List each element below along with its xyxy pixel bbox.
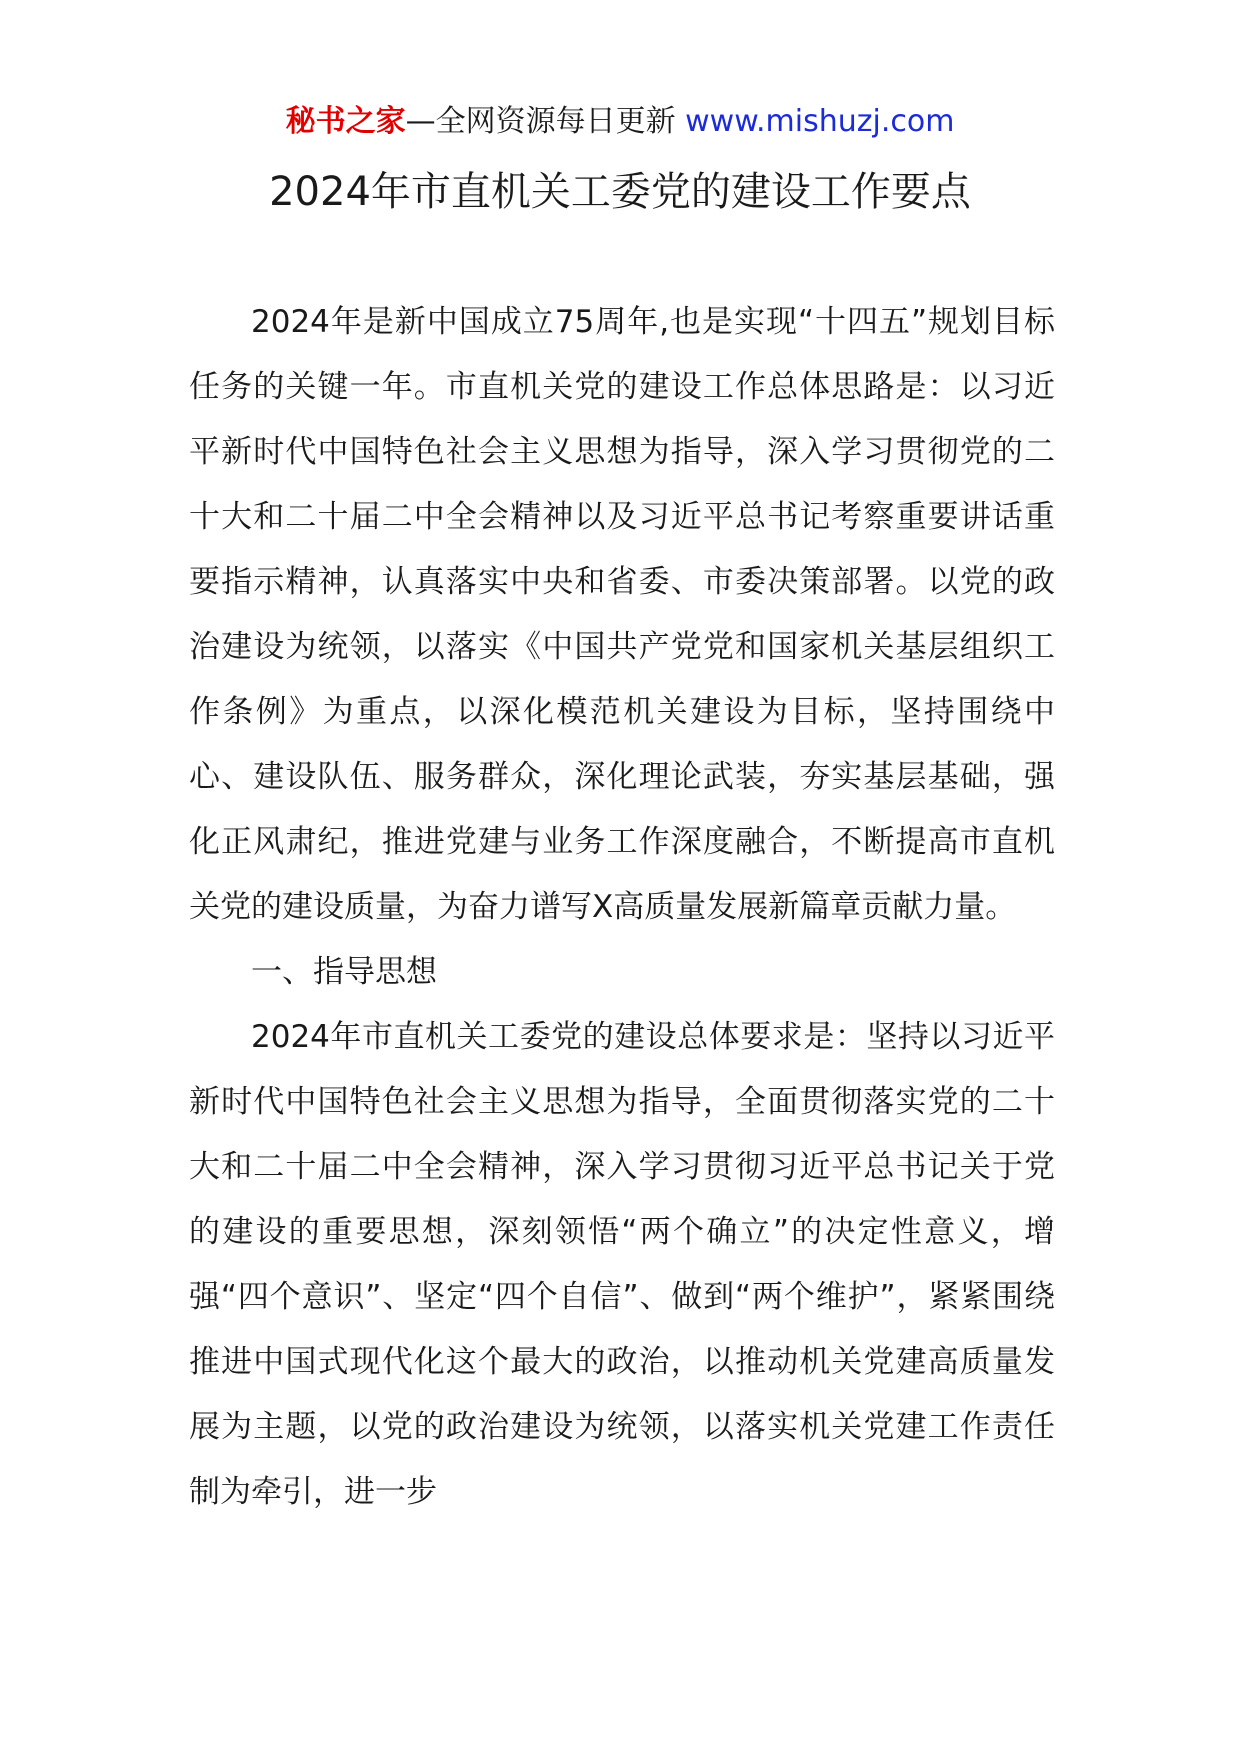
section-heading: 一、指导思想 (251, 954, 437, 990)
site-url-link[interactable]: www.mishuzj.com (685, 104, 955, 139)
brand-slogan: —全网资源每日更新 (405, 104, 676, 139)
document-body (189, 290, 1055, 1525)
brand-name: 秘书之家 (285, 104, 406, 139)
watermark-header (0, 100, 1240, 144)
section-paragraph: 2024年市直机关工委党的建设总体要求是：坚持以习近平新时代中国特色社会主义思想为指导，全面贯彻落实党的二十大和二十届二中全会精神，深入学习贯彻习近平总书记关于党的建设的重要思想，深刻领悟“两个确立”的决定性意义，增强“四个意识”、坚定“四个自信”、做到“两个维护”，紧紧围绕推进中国式现代化这个最大的政治，以推动机关党建高质量发展为主题，以党的政治建设为统领，以落实机关党建工作责任制为牵引，进一步 (189, 1019, 1055, 1510)
document-title: 2024年市直机关工委党的建设工作要点 (269, 169, 971, 215)
intro-paragraph: 2024年是新中国成立75周年,也是实现“十四五”规划目标任务的关键一年。市直机关党的建设工作总体思路是：以习近平新时代中国特色社会主义思想为指导，深入学习贯彻党的二十大和二十届二中全会精神以及习近平总书记考察重要讲话重要指示精神，认真落实中央和省委、市委决策部署。以党的政治建设为统领，以落实《中国共产党党和国家机关基层组织工作条例》为重点，以深化模范机关建设为目标，坚持围绕中心、建设队伍、服务群众，深化理论武装，夯实基层基础，强化正风肃纪，推进党建与业务工作深度融合，不断提高市直机关党的建设质量，为奋力谱写X高质量发展新篇章贡献力量。 (189, 304, 1055, 925)
